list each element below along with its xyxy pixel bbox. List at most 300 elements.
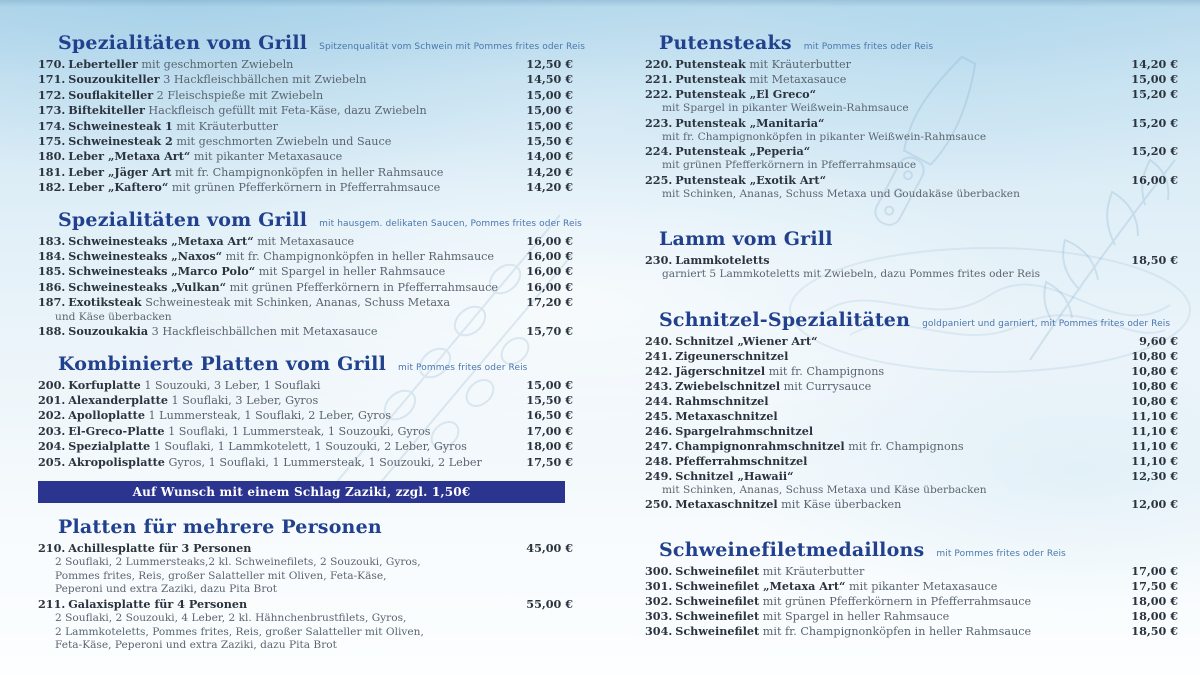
item-number: 201. xyxy=(38,393,66,407)
item-description: mit geschmorten Zwiebeln und Sauce xyxy=(172,135,392,149)
item-number: 211. xyxy=(38,596,66,611)
item-price: 15,50 € xyxy=(526,134,573,149)
section-header xyxy=(659,33,1178,53)
item-name: Pfefferrahmschnitzel xyxy=(675,453,808,468)
item-number: 241. xyxy=(645,348,673,363)
item-price: 17,20 € xyxy=(526,295,573,310)
menu-section xyxy=(38,208,582,340)
item-description: mit geschmorten Zwiebeln xyxy=(137,58,294,71)
item-number: 200. xyxy=(38,377,66,392)
item-price: 16,00 € xyxy=(526,264,573,279)
menu-item xyxy=(645,334,1178,349)
item-description: mit grünen Pfefferkörnern in Pfefferrahmsauce xyxy=(168,181,441,195)
menu-item-row xyxy=(645,364,1178,379)
item-subline: 2 Souflaki, 2 Souzouki, 4 Leber, 2 kl. Hähnchenbrustfilets, Gyros, xyxy=(55,612,407,625)
item-name: Leber „Metaxa Art“ xyxy=(68,149,191,164)
menu-item-row xyxy=(38,393,573,408)
item-description: 1 Souflaki, 1 Lammkotelett, 1 Souzouki, 2 Leber, Gyros xyxy=(150,440,467,454)
menu-item-text xyxy=(645,454,1121,469)
item-name: Akropolisplatte xyxy=(68,454,165,469)
item-name: Spezialplatte xyxy=(68,439,151,454)
item-description: mit Spargel in heller Rahmsauce xyxy=(759,610,950,623)
section-subtitle: mit Pommes frites oder Reis xyxy=(936,549,1066,559)
menu-item xyxy=(645,116,1178,145)
item-number: 210. xyxy=(38,541,66,556)
section-title: Spezialitäten vom Grill xyxy=(58,32,308,54)
item-description: mit Spargel in heller Rahmsauce xyxy=(255,265,446,279)
item-name: Spargelrahmschnitzel xyxy=(675,423,814,438)
menu-item xyxy=(645,409,1178,424)
item-name: Schweinefilet xyxy=(675,594,760,608)
item-name: Zigeunerschnitzel xyxy=(675,348,789,363)
item-number: 171. xyxy=(38,72,66,87)
item-description: 1 Souflaki, 1 Lummersteak, 1 Souzouki, Gyros xyxy=(164,424,431,438)
menu-item-text xyxy=(38,249,516,264)
menu-item-row xyxy=(645,624,1178,639)
item-price: 11,10 € xyxy=(1131,423,1178,438)
section-title: Putensteaks xyxy=(659,32,792,54)
menu-item-row xyxy=(645,87,1178,102)
menu-item-row xyxy=(645,144,1178,159)
menu-item xyxy=(645,609,1178,624)
item-number: 249. xyxy=(645,468,673,483)
menu-item-text xyxy=(645,609,1121,624)
item-name: Schweinesteaks „Vulkan“ xyxy=(68,279,227,294)
item-price: 18,00 € xyxy=(526,439,573,454)
menu-item xyxy=(645,564,1178,579)
menu-item-row xyxy=(645,609,1178,624)
item-price: 15,70 € xyxy=(526,324,573,339)
menu-item xyxy=(38,103,573,118)
menu-item xyxy=(38,234,573,249)
menu-item-row xyxy=(38,72,573,87)
item-description: mit Metaxasauce xyxy=(253,234,355,248)
item-description: mit Kräuterbutter xyxy=(172,119,278,133)
menu-item xyxy=(645,253,1178,282)
menu-item-text xyxy=(38,393,516,408)
item-subline: 2 Souflaki, 2 Lummersteaks,2 kl. Schweinefilets, 2 Souzouki, Gyros, xyxy=(55,556,421,569)
item-number: 222. xyxy=(645,87,673,101)
menu-item-text xyxy=(645,87,1121,102)
item-price: 15,20 € xyxy=(1131,115,1178,130)
item-price: 18,00 € xyxy=(1131,609,1178,623)
item-price: 11,10 € xyxy=(1131,438,1178,453)
menu-item xyxy=(645,624,1178,639)
section-title: Lamm vom Grill xyxy=(659,228,833,250)
menu-item xyxy=(645,349,1178,364)
item-description: 1 Lummersteak, 1 Souflaki, 2 Leber, Gyros xyxy=(144,409,392,423)
menu-item-row xyxy=(645,349,1178,364)
menu-item-text xyxy=(38,134,516,149)
menu-item-row xyxy=(645,173,1178,188)
item-name: Champignonrahmschnitzel xyxy=(675,438,845,453)
item-price: 10,80 € xyxy=(1131,363,1178,378)
item-name: Putensteak xyxy=(675,72,746,86)
menu-item-row xyxy=(38,295,573,310)
item-description: 3 Hackfleischbällchen mit Metaxasauce xyxy=(148,325,378,339)
menu-item-row xyxy=(38,149,573,164)
item-number: 172. xyxy=(38,87,66,102)
item-name: Souzoukiteller xyxy=(68,72,160,87)
menu-item xyxy=(38,424,573,439)
item-price: 9,60 € xyxy=(1139,333,1178,348)
item-number: 224. xyxy=(645,144,673,158)
item-description: mit pikanter Metaxasauce xyxy=(845,580,998,593)
item-name: Schweinesteaks „Marco Polo“ xyxy=(68,264,256,279)
item-number: 187. xyxy=(38,295,66,310)
menu-item-row xyxy=(645,594,1178,609)
menu-item-text xyxy=(645,469,1121,484)
item-name: Souflakiteller xyxy=(68,87,154,102)
item-price: 16,00 € xyxy=(1131,172,1178,187)
menu-item-row xyxy=(645,564,1178,579)
item-price: 17,50 € xyxy=(526,454,573,469)
section-title: Schweinefiletmedaillons xyxy=(659,539,925,561)
item-number: 181. xyxy=(38,164,66,179)
menu-item-text xyxy=(38,234,516,249)
menu-item-row xyxy=(645,334,1178,349)
item-number: 180. xyxy=(38,149,66,164)
menu-item-row xyxy=(645,424,1178,439)
item-number: 220. xyxy=(645,57,673,71)
section-header xyxy=(58,517,573,537)
menu-item xyxy=(645,173,1178,202)
menu-item-row xyxy=(38,264,573,279)
item-number: 175. xyxy=(38,134,66,149)
item-number: 244. xyxy=(645,393,673,408)
menu-item-row xyxy=(38,180,573,195)
menu-item xyxy=(645,594,1178,609)
menu-item xyxy=(645,144,1178,173)
menu-item-text xyxy=(645,497,1121,512)
menu-item-row xyxy=(38,57,573,72)
menu-item xyxy=(38,295,573,324)
menu-item xyxy=(645,579,1178,594)
menu-section xyxy=(38,517,573,653)
menu-column-right xyxy=(645,0,1178,639)
zaziki-extra-banner: Auf Wunsch mit einem Schlag Zaziki, zzgl. 1,50€ xyxy=(38,481,565,503)
item-price: 45,00 € xyxy=(526,541,573,556)
menu-item-row xyxy=(38,165,573,180)
item-description: mit fr. Champignonköpfen in heller Rahmsauce xyxy=(759,625,1032,638)
item-name: Schweinefilet xyxy=(675,609,760,623)
item-price: 15,00 € xyxy=(1131,72,1178,86)
menu-item-text xyxy=(38,88,516,103)
item-name: Putensteak „Manitaria“ xyxy=(675,115,825,130)
menu-item xyxy=(38,57,573,72)
item-name: Leber „Jäger Art xyxy=(68,164,172,179)
item-number: 247. xyxy=(645,438,673,453)
item-name: Schweinefilet „Metaxa Art“ xyxy=(675,579,846,593)
menu-item-text xyxy=(645,424,1121,439)
item-number: 250. xyxy=(645,497,673,511)
menu-item-text xyxy=(38,103,516,118)
menu-item-row xyxy=(645,72,1178,87)
menu-item xyxy=(645,87,1178,116)
item-price: 11,10 € xyxy=(1131,408,1178,423)
item-name: Putensteak „Peperia“ xyxy=(675,144,811,158)
item-price: 11,10 € xyxy=(1131,453,1178,468)
item-number: 225. xyxy=(645,172,673,187)
item-description: Schweinesteak mit Schinken, Ananas, Schuss Metaxa xyxy=(141,296,450,310)
menu-item-text xyxy=(645,334,1129,349)
menu-section xyxy=(645,229,1178,282)
item-price: 14,20 € xyxy=(526,164,573,179)
menu-item-text xyxy=(38,455,516,470)
item-price: 55,00 € xyxy=(526,596,573,611)
menu-item-row xyxy=(38,119,573,134)
menu-item-text xyxy=(645,364,1121,379)
menu-item xyxy=(38,324,573,339)
item-description: mit fr. Champignonköpfen in heller Rahmsauce xyxy=(171,165,444,179)
menu-item xyxy=(645,424,1178,439)
item-price: 16,00 € xyxy=(526,279,573,294)
menu-item xyxy=(38,264,573,279)
item-number: 242. xyxy=(645,363,673,378)
menu-section xyxy=(38,354,573,470)
item-price: 14,20 € xyxy=(1131,57,1178,71)
item-name: Lammkoteletts xyxy=(675,253,770,267)
item-price: 15,00 € xyxy=(526,87,573,102)
menu-item-text xyxy=(38,424,516,439)
menu-column-left xyxy=(38,0,586,653)
menu-item xyxy=(645,379,1178,394)
item-description: mit Kräuterbutter xyxy=(745,58,851,71)
item-name: Schweinesteaks „Naxos“ xyxy=(68,249,223,264)
menu-item-text xyxy=(645,144,1121,159)
item-price: 12,00 € xyxy=(1131,497,1178,511)
section-subtitle: mit hausgem. delikaten Saucen, Pommes frites oder Reis xyxy=(319,218,582,229)
menu-item-text xyxy=(645,409,1121,424)
menu-item xyxy=(38,455,573,470)
item-number: 302. xyxy=(645,594,673,608)
item-name: Schnitzel „Hawaii“ xyxy=(675,468,794,483)
item-name: El-Greco-Platte xyxy=(68,423,165,438)
item-subline: mit Spargel in pikanter Weißwein-Rahmsauce xyxy=(662,102,909,114)
menu-item-row xyxy=(38,234,573,249)
item-name: Metaxaschnitzel xyxy=(675,408,778,423)
item-price: 14,50 € xyxy=(526,72,573,87)
menu-item xyxy=(645,364,1178,379)
menu-item xyxy=(38,119,573,134)
menu-section xyxy=(645,33,1178,201)
item-price: 18,00 € xyxy=(1131,594,1178,608)
menu-item xyxy=(38,408,573,423)
item-name: Schweinesteak 2 xyxy=(68,134,173,149)
menu-item-row xyxy=(38,103,573,118)
menu-item-text xyxy=(645,579,1121,594)
item-name: Putensteak xyxy=(675,57,746,71)
menu-item xyxy=(38,541,573,597)
menu-item-row xyxy=(38,280,573,295)
section-subtitle: mit Pommes frites oder Reis xyxy=(398,362,528,373)
menu-item-row xyxy=(645,497,1178,512)
menu-item-text xyxy=(38,57,516,72)
menu-item-text xyxy=(38,378,516,393)
item-description: 2 Fleischspieße mit Zwiebeln xyxy=(153,88,324,102)
menu-item-text xyxy=(645,57,1121,72)
menu-item-row xyxy=(38,424,573,439)
item-subline: Feta-Käse, Peperoni und extra Zaziki, dazu Pita Brot xyxy=(55,639,337,652)
item-number: 300. xyxy=(645,564,673,578)
item-price: 16,00 € xyxy=(526,233,573,248)
menu-item-row xyxy=(645,469,1178,484)
menu-item xyxy=(38,149,573,164)
section-title: Kombinierte Platten vom Grill xyxy=(58,352,386,375)
item-name: Metaxaschnitzel xyxy=(675,497,778,511)
item-number: 240. xyxy=(645,333,673,348)
menu-item-row xyxy=(38,378,573,393)
menu-item-text xyxy=(645,72,1121,87)
item-price: 12,30 € xyxy=(1131,468,1178,483)
menu-item xyxy=(645,72,1178,87)
section-header xyxy=(659,229,1178,249)
item-subline: mit fr. Champignonköpfen in pikanter Weißwein-Rahmsauce xyxy=(662,130,987,143)
menu-item-row xyxy=(38,455,573,470)
item-name: Apolloplatte xyxy=(68,408,145,423)
menu-item-row xyxy=(645,454,1178,469)
menu-item-row xyxy=(645,439,1178,454)
item-name: Schweinefilet xyxy=(675,624,760,638)
menu-item-row xyxy=(645,379,1178,394)
item-number: 243. xyxy=(645,378,673,393)
item-price: 15,00 € xyxy=(526,118,573,133)
item-subline: mit grünen Pfefferkörnern in Pfefferrahmsauce xyxy=(662,159,917,171)
item-name: Korfuplatte xyxy=(68,377,141,392)
menu-item-row xyxy=(645,579,1178,594)
item-subline: Peperoni und extra Zaziki, dazu Pita Brot xyxy=(55,583,278,596)
menu-item-text xyxy=(645,594,1121,609)
menu-item-text xyxy=(38,295,516,310)
item-number: 248. xyxy=(645,453,673,468)
item-number: 186. xyxy=(38,279,66,294)
item-price: 10,80 € xyxy=(1131,348,1178,363)
item-subline: mit Schinken, Ananas, Schuss Metaxa und Käse überbacken xyxy=(662,483,987,496)
menu-item xyxy=(645,497,1178,512)
item-price: 17,00 € xyxy=(1131,564,1178,578)
menu-item xyxy=(645,469,1178,498)
section-header xyxy=(58,354,573,374)
item-price: 14,00 € xyxy=(526,149,573,164)
item-name: Alexanderplatte xyxy=(68,393,168,407)
item-name: Exotiksteak xyxy=(68,295,142,310)
item-name: Rahmschnitzel xyxy=(675,393,769,408)
menu-item-text xyxy=(38,439,516,454)
item-description: mit Käse überbacken xyxy=(777,498,902,511)
item-number: 173. xyxy=(38,103,66,118)
section-subtitle: mit Pommes frites oder Reis xyxy=(803,42,934,52)
menu-item-row xyxy=(645,253,1178,268)
item-description: mit Metaxasauce xyxy=(745,73,847,86)
item-number: 184. xyxy=(38,249,66,264)
section-subtitle: Spitzenqualität vom Schwein mit Pommes frites oder Reis xyxy=(319,42,586,52)
item-name: Schweinesteak 1 xyxy=(68,118,173,133)
item-price: 16,00 € xyxy=(526,249,573,264)
menu-item xyxy=(38,134,573,149)
item-number: 221. xyxy=(645,72,673,86)
item-number: 223. xyxy=(645,115,673,130)
item-price: 10,80 € xyxy=(1131,378,1178,393)
item-price: 18,50 € xyxy=(1131,253,1178,267)
item-subline: mit Schinken, Ananas, Schuss Metaxa und Goudakäse überbacken xyxy=(662,187,1020,200)
item-number: 230. xyxy=(645,253,673,267)
menu-item-text xyxy=(645,116,1121,131)
menu-item-text xyxy=(645,394,1121,409)
item-price: 18,50 € xyxy=(1131,624,1178,638)
item-name: Putensteak „Exotik Art“ xyxy=(675,172,827,187)
item-number: 170. xyxy=(38,57,66,71)
menu-item-text xyxy=(645,349,1121,364)
item-description: mit fr. Champignons xyxy=(765,364,885,378)
menu-item-text xyxy=(645,253,1121,268)
menu-item-text xyxy=(38,324,516,339)
menu-item xyxy=(38,597,573,653)
menu-item-row xyxy=(38,408,573,423)
section-header xyxy=(58,32,586,54)
menu-item-text xyxy=(38,541,516,556)
item-description: mit fr. Champignonköpfen in heller Rahmsauce xyxy=(222,250,495,264)
item-name: Souzoukakia xyxy=(68,324,149,339)
menu-item-row xyxy=(38,324,573,339)
item-name: Jägerschnitzel xyxy=(675,363,766,378)
menu-item xyxy=(38,249,573,264)
item-price: 16,50 € xyxy=(526,408,573,423)
item-subline: und Käse überbacken xyxy=(55,310,172,323)
item-name: Schweinefilet xyxy=(675,564,760,578)
menu-item-row xyxy=(38,134,573,149)
item-name: Galaxisplatte für 4 Personen xyxy=(68,596,248,611)
menu-item xyxy=(645,57,1178,72)
item-number: 202. xyxy=(38,408,66,423)
item-price: 15,20 € xyxy=(1131,144,1178,158)
section-subtitle: goldpaniert und garniert, mit Pommes frites oder Reis xyxy=(922,318,1171,329)
menu-item-text xyxy=(645,564,1121,579)
section-header xyxy=(58,208,582,231)
item-number: 205. xyxy=(38,454,66,469)
item-name: Putensteak „El Greco“ xyxy=(675,87,817,101)
item-price: 12,50 € xyxy=(526,57,573,71)
section-title: Platten für mehrere Personen xyxy=(58,516,382,539)
menu-item xyxy=(38,72,573,87)
menu-item-text xyxy=(38,165,516,180)
item-description: 1 Souzouki, 3 Leber, 1 Souflaki xyxy=(140,378,321,392)
menu-item xyxy=(38,378,573,393)
item-subline: Pommes frites, Reis, großer Salatteller mit Oliven, Feta-Käse, xyxy=(55,569,387,582)
menu-item xyxy=(38,393,573,408)
item-number: 188. xyxy=(38,324,66,339)
menu-item-text xyxy=(645,173,1121,188)
item-description: mit grünen Pfefferkörnern in Pfefferrahmsauce xyxy=(759,595,1032,608)
menu-item-text xyxy=(38,119,516,134)
section-header xyxy=(659,540,1178,560)
item-number: 246. xyxy=(645,423,673,438)
item-price: 14,20 € xyxy=(526,180,573,195)
menu-item-text xyxy=(38,280,516,295)
menu-item-row xyxy=(38,541,573,556)
menu-item-row xyxy=(645,409,1178,424)
item-number: 204. xyxy=(38,439,66,454)
menu-item-row xyxy=(38,439,573,454)
menu-item xyxy=(645,394,1178,409)
menu-item-text xyxy=(38,72,516,87)
item-number: 304. xyxy=(645,624,673,638)
item-price: 15,20 € xyxy=(1131,87,1178,101)
item-description: 3 Hackfleischbällchen mit Zwiebeln xyxy=(159,73,367,87)
menu-item-text xyxy=(645,379,1121,394)
menu-item-row xyxy=(38,88,573,103)
item-description: mit grünen Pfefferkörnern in Pfefferrahmsauce xyxy=(226,280,498,294)
item-description: Hackfleisch gefüllt mit Feta-Käse, dazu Zwiebeln xyxy=(144,104,427,118)
